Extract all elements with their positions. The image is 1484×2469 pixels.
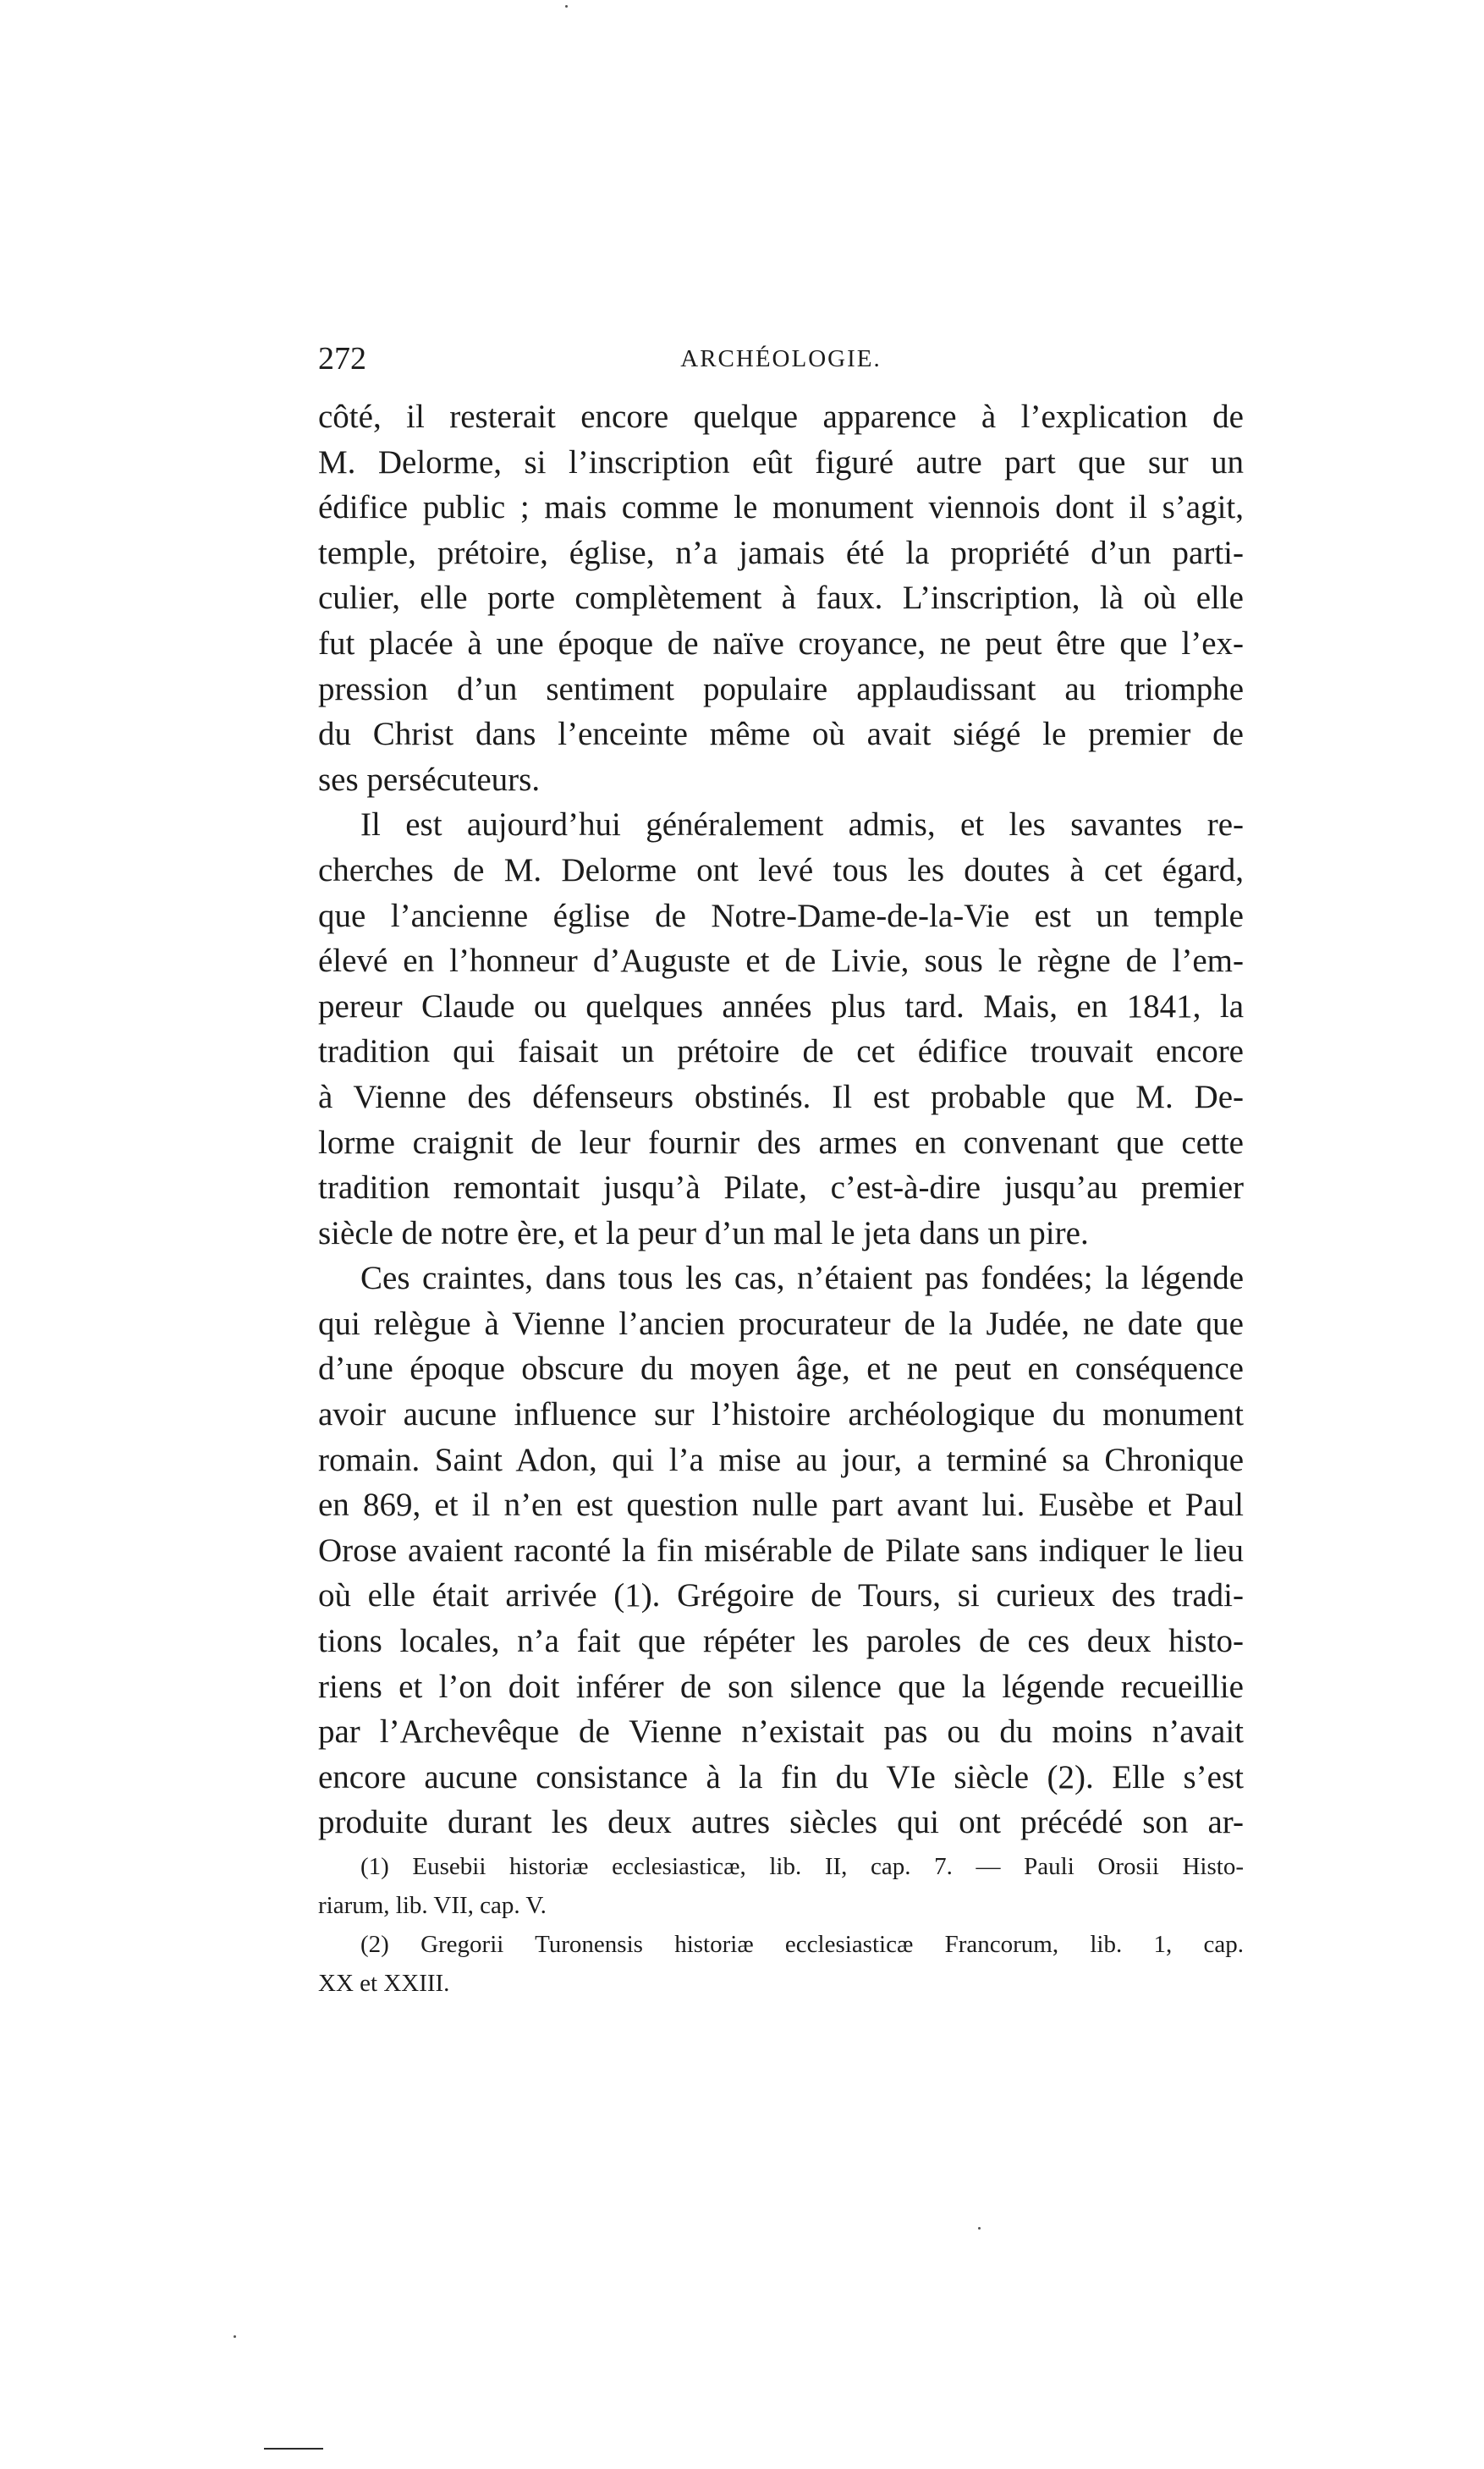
paper-speck xyxy=(234,2335,236,2338)
text-line: Il est aujourd’hui généralement admis, et les savantes re- xyxy=(360,806,1244,844)
paper-speck xyxy=(978,2227,981,2230)
text-line: Orose avaient raconté la fin misérable de Pilate sans indiquer le lieu xyxy=(318,1531,1244,1569)
running-head xyxy=(318,337,1244,381)
page-number: 272 xyxy=(318,341,366,377)
text-line: Ces craintes, dans tous les cas, n’étaient pas fondées; la légende xyxy=(360,1260,1244,1297)
text-line: édifice public ; mais comme le monument viennois dont il s’agit, xyxy=(318,489,1244,526)
text-line: romain. Saint Adon, qui l’a mise au jour, a terminé sa Chronique xyxy=(318,1441,1244,1478)
text-line: d’une époque obscure du moyen âge, et ne peut en conséquence xyxy=(318,1350,1244,1388)
text-line: siècle de notre ère, et la peur d’un mal le jeta dans un pire. xyxy=(318,1214,1089,1251)
text-line: fut placée à une époque de naïve croyance, ne peut être que l’ex- xyxy=(318,624,1244,662)
footnotes xyxy=(318,1847,1244,2003)
text-line: temple, prétoire, église, n’a jamais été la propriété d’un parti- xyxy=(318,534,1244,571)
text-line: par l’Archevêque de Vienne n’existait pas ou du moins n’avait xyxy=(318,1713,1244,1751)
text-line: riens et l’on doit inférer de son silence que la légende recueillie xyxy=(318,1668,1244,1705)
text-line: pereur Claude ou quelques années plus tard. Mais, en 1841, la xyxy=(318,987,1244,1025)
text-line: cherches de M. Delorme ont levé tous les doutes à cet égard, xyxy=(318,851,1244,888)
footnote-line: XX et XXIII. xyxy=(318,1970,450,1997)
text-line: tradition remontait jusqu’à Pilate, c’est-à-dire jusqu’au premier xyxy=(318,1169,1244,1207)
text-line: qui relègue à Vienne l’ancien procurateur de la Judée, ne date que xyxy=(318,1305,1244,1342)
text-line: produite durant les deux autres siècles qui ont précédé son ar- xyxy=(318,1804,1244,1841)
text-line: pression d’un sentiment populaire applaudissant au triomphe xyxy=(318,670,1244,707)
text-line: culier, elle porte complètement à faux. L’inscription, là où elle xyxy=(318,580,1244,617)
text-line: à Vienne des défenseurs obstinés. Il est probable que M. De- xyxy=(318,1078,1244,1115)
footnote-line: riarum, lib. VII, cap. V. xyxy=(318,1892,547,1919)
text-line: en 869, et il n’en est question nulle part avant lui. Eusèbe et Paul xyxy=(318,1487,1244,1524)
footnote-line: (1) Eusebii historiæ ecclesiasticæ, lib. II, cap. 7. — Pauli Orosii Histo- xyxy=(360,1853,1244,1880)
text-line: côté, il resterait encore quelque apparence à l’explication de xyxy=(318,399,1244,435)
text-line: tradition qui faisait un prétoire de cet édifice trouvait encore xyxy=(318,1033,1244,1070)
text-line: élevé en l’honneur d’Auguste et de Livie, sous le règne de l’em- xyxy=(318,943,1244,980)
text-line: M. Delorme, si l’inscription eût figuré autre part que sur un xyxy=(318,443,1244,481)
text-line: que l’ancienne église de Notre-Dame-de-la-Vie est un temple xyxy=(318,897,1244,934)
running-title: ARCHÉOLOGIE. xyxy=(680,345,882,372)
footer-rule xyxy=(264,2448,323,2450)
text-line: où elle était arrivée (1). Grégoire de Tours, si curieux des tradi- xyxy=(318,1577,1244,1614)
text-line: lorme craignit de leur fournir des armes en convenant que cette xyxy=(318,1124,1244,1161)
footnote-line: (2) Gregorii Turonensis historiæ ecclesiasticæ Francorum, lib. 1, cap. xyxy=(360,1931,1244,1958)
text-line: avoir aucune influence sur l’histoire archéologique du monument xyxy=(318,1396,1244,1433)
text-line: encore aucune consistance à la fin du VIe siècle (2). Elle s’est xyxy=(318,1758,1244,1795)
text-line: tions locales, n’a fait que répéter les paroles de ces deux histo- xyxy=(318,1623,1244,1660)
text-line: du Christ dans l’enceinte même où avait siégé le premier de xyxy=(318,716,1244,753)
text-line: ses persécuteurs. xyxy=(318,761,541,798)
paper-speck xyxy=(565,5,568,8)
body-text xyxy=(318,394,1244,1845)
